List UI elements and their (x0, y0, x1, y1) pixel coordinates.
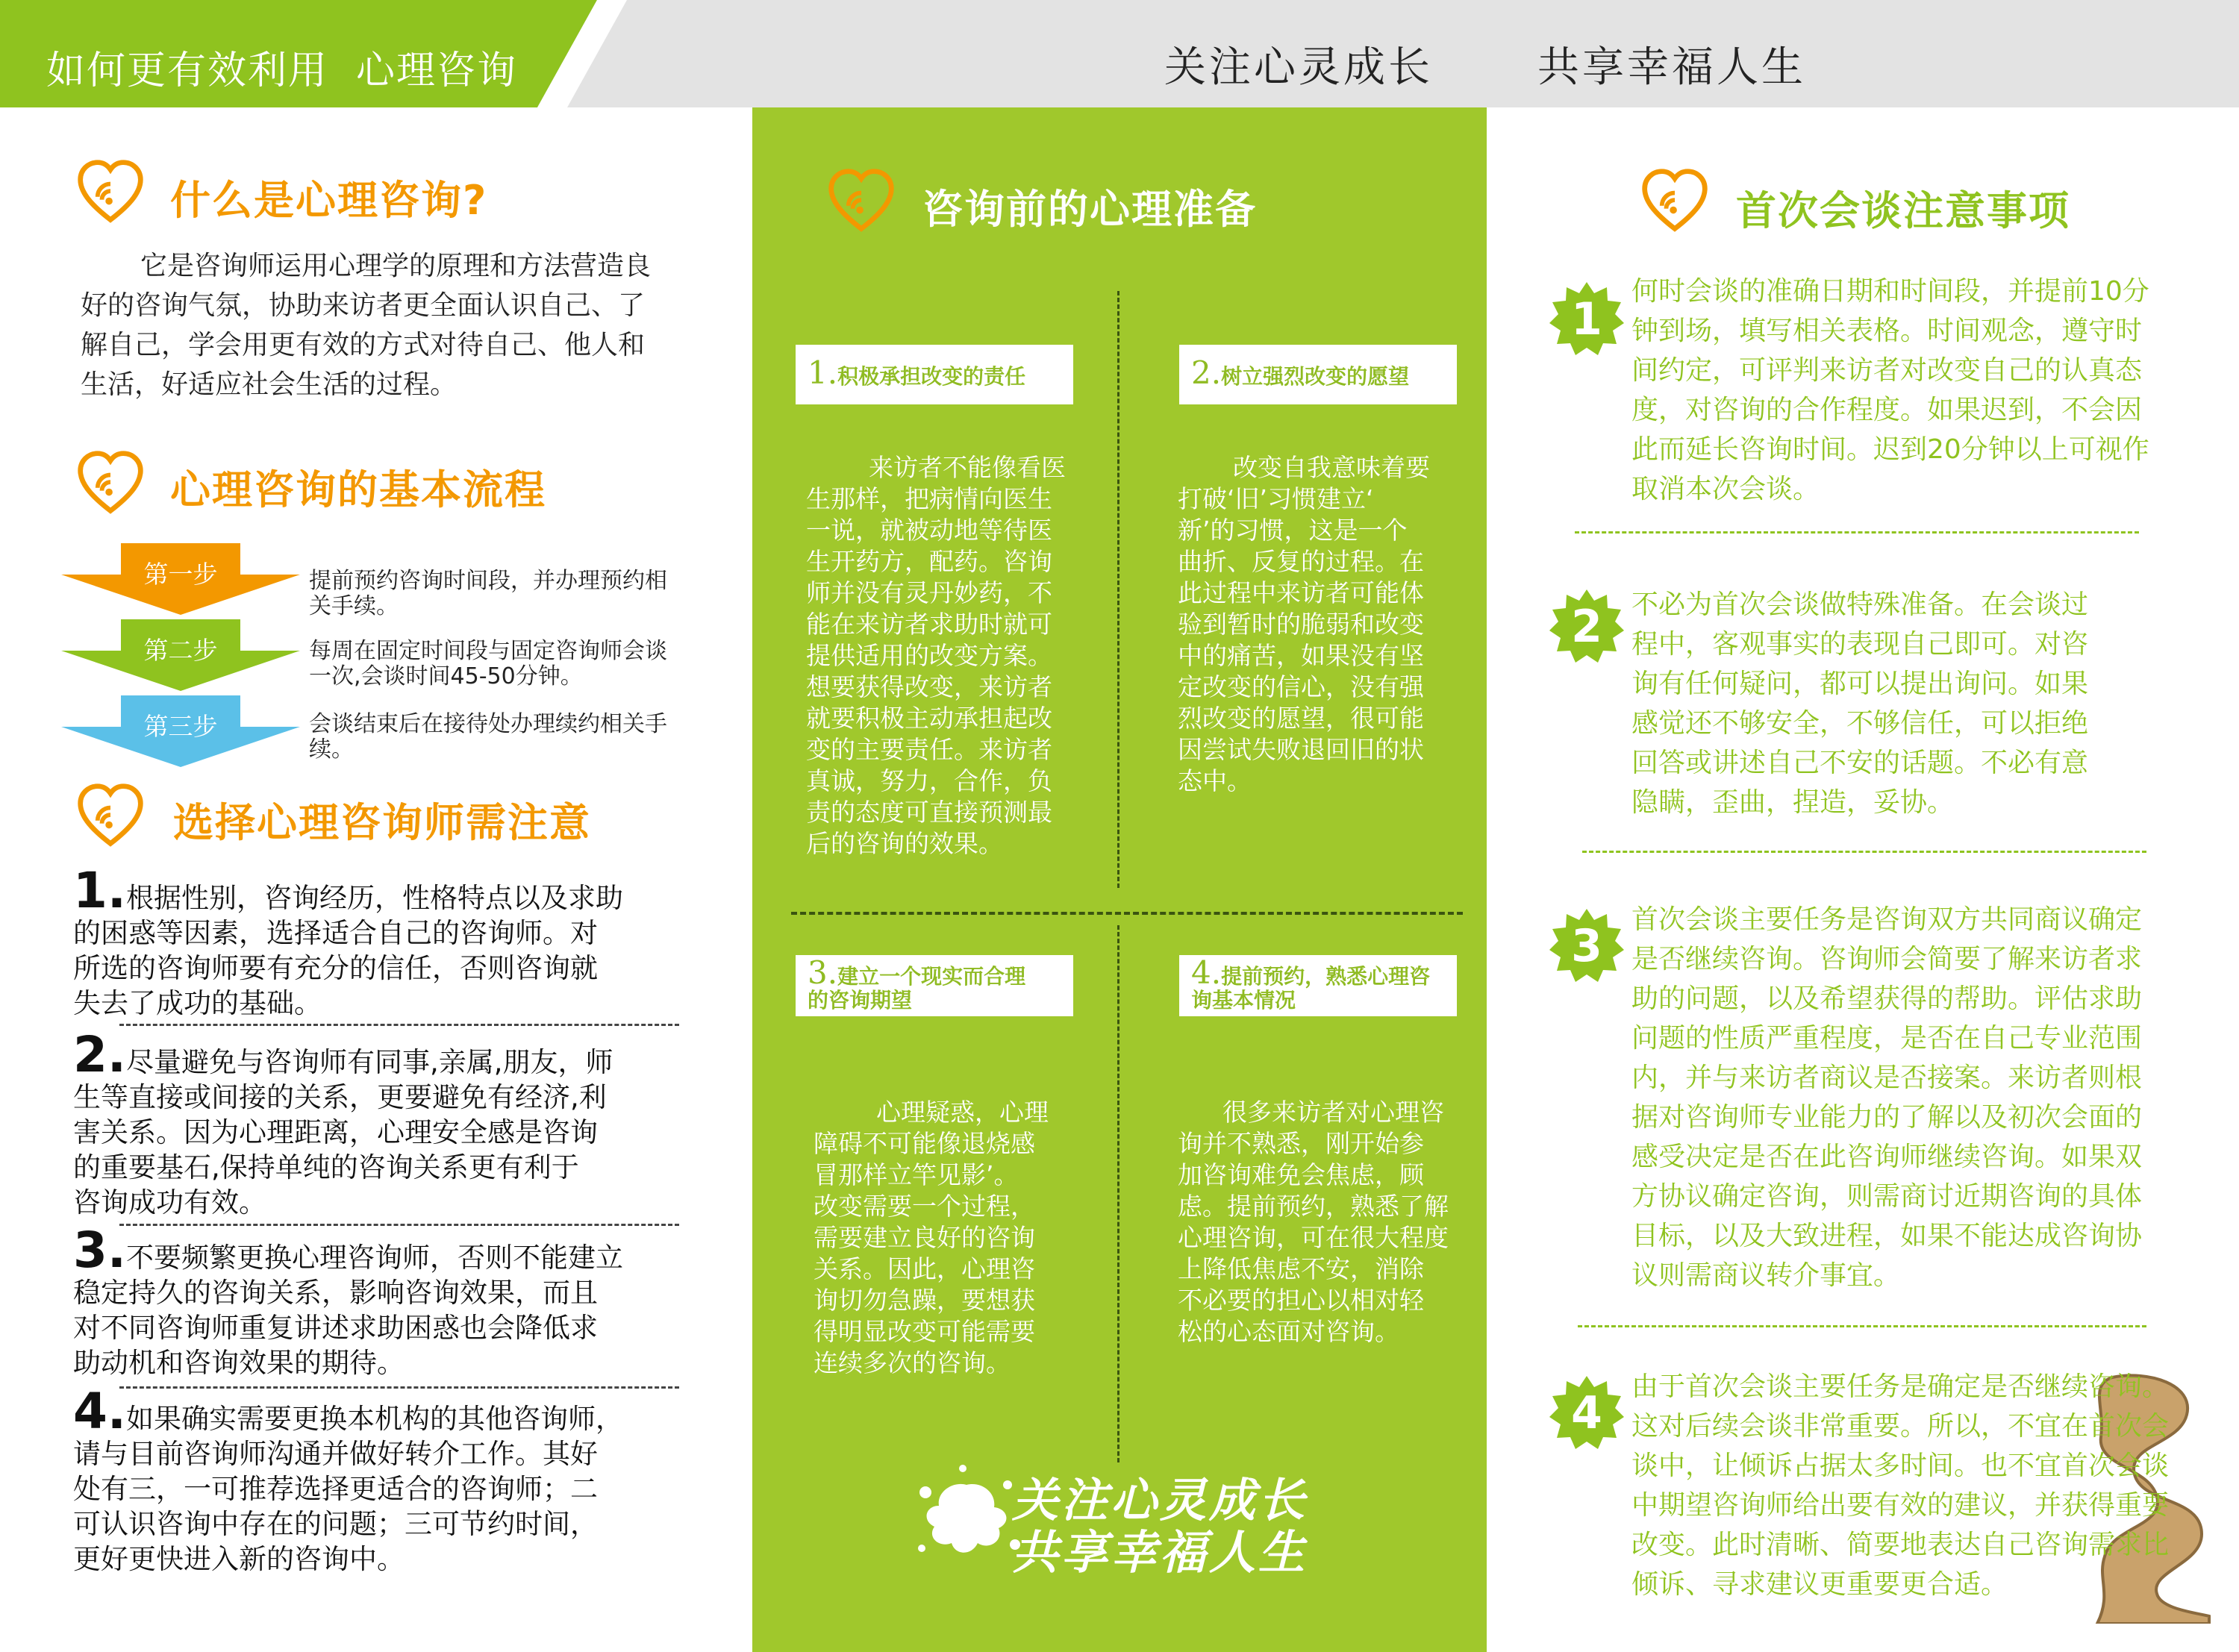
card-1-title (796, 345, 1073, 404)
divider-vertical (1117, 291, 1120, 888)
text-line: 度，对咨询的合作程度。如果迟到，不会因 (1631, 395, 2143, 425)
text-line: 问题的性质严重程度，是否在自己专业范围 (1631, 1023, 2143, 1054)
middle-column (752, 107, 1487, 1652)
step2-label: 第二步 (143, 636, 218, 665)
text-line: 改变。此时清晰、简要地表达自己咨询需求比 (1631, 1530, 2170, 1560)
text-line: 需要建立良好的咨询 (814, 1223, 1035, 1252)
text-line: 验到暂时的脆弱和改变 (1178, 610, 1424, 639)
text-line: 稳定持久的咨询关系，影响咨询效果，而且 (73, 1277, 598, 1309)
text-line: 不必要的担心以相对轻 (1178, 1286, 1424, 1315)
what-paragraph (81, 246, 693, 404)
step2-desc (309, 639, 727, 689)
text-line: 感受决定是否在此咨询师继续咨询。如果双 (1631, 1142, 2143, 1172)
badge-number: 4 (1571, 1387, 1602, 1439)
text-line: 提供适用的改变方案。 (806, 641, 1052, 670)
text-line: 续。 (309, 736, 354, 763)
header-slogan-left: 关注心灵成长 (1164, 43, 1433, 92)
heart-wifi-icon (75, 157, 146, 228)
tip-number: 3. (73, 1221, 126, 1279)
heart-wifi-icon (75, 780, 146, 852)
text-line: 的重要基石,保持单纯的咨询关系更有利于 (73, 1151, 579, 1183)
text-line: 生活，好适应社会生活的过程。 (81, 369, 458, 400)
right-item-1 (1631, 272, 2229, 509)
text-line: 变的主要责任。来访者 (806, 735, 1052, 764)
text-line: 目标，以及大致进程，如果不能达成咨询协 (1631, 1221, 2143, 1251)
divider (1582, 851, 2146, 853)
card-4-text (1178, 1097, 1469, 1348)
text-line: 更好更快进入新的咨询中。 (73, 1543, 405, 1575)
section-title-choose: 选择心理咨询师需注意 (173, 799, 591, 846)
section-title-what: 什么是心理咨询? (170, 177, 488, 224)
right-item-4 (1631, 1367, 2236, 1604)
text-line: 的困惑等因素，选择适合自己的咨询师。对 (73, 917, 598, 949)
heart-wifi-icon (1639, 166, 1711, 237)
step3-label: 第三步 (143, 712, 218, 741)
text-line: 根据性别，咨询经历，性格特点以及求助 (126, 882, 623, 914)
tip-number: 2. (73, 1026, 126, 1083)
text-line: 一说，就被动地等待医 (806, 516, 1052, 545)
right-item-2 (1631, 585, 2229, 822)
card-3-text (814, 1097, 1082, 1379)
text-line: 提前预约，熟悉心理咨 (1221, 964, 1431, 989)
text-line: 询基本情况 (1191, 988, 1296, 1013)
tip-3 (73, 1221, 715, 1380)
text-line: 程中，客观事实的表现自己即可。对咨 (1631, 629, 2089, 660)
text-line: 请与目前咨询师沟通并做好转介工作。其好 (73, 1438, 598, 1470)
card-2-text (1178, 452, 1461, 797)
text-line: 不要频繁更换心理咨询师，否则不能建立 (126, 1242, 623, 1274)
text-line: 助动机和咨询效果的期待。 (73, 1347, 405, 1379)
text-line: 可认识咨询中存在的问题；三可节约时间， (73, 1508, 598, 1540)
text-line: 议则需商议转介事宜。 (1631, 1260, 1901, 1291)
text-line: 因尝试失败退回旧的状 (1178, 735, 1424, 764)
text-line: 加咨询难免会焦虑，顾 (1178, 1160, 1424, 1189)
text-line: 它是咨询师运用心理学的原理和方法营造良 (140, 251, 652, 281)
text-line: 此而延长咨询时间。迟到20分钟以上可视作 (1631, 434, 2149, 465)
text-line: 回答或讲述自己不安的话题。不必有意 (1631, 748, 2089, 778)
text-line: 对不同咨询师重复讲述求助困惑也会降低求 (73, 1312, 598, 1344)
text-line: 解自己，学会用更有效的方式对待自己、他人和 (81, 330, 646, 360)
tip-1 (73, 862, 715, 1021)
text-line: 每周在固定时间段与固定咨询师会谈 (309, 638, 667, 664)
text-line: 虑。提前预约，熟悉了解 (1178, 1192, 1449, 1221)
text-line: 曲折、反复的过程。在 (1178, 547, 1424, 576)
text-line: 隐瞒，歪曲，捏造，妥协。 (1631, 787, 1955, 818)
tip-number: 4. (73, 1383, 126, 1440)
header-slogan-right: 共享幸福人生 (1537, 43, 1806, 92)
text-line: 想要获得改变，来访者 (806, 672, 1052, 701)
right-title: 首次会谈注意事项 (1736, 187, 2070, 234)
tip-2 (73, 1026, 715, 1220)
text-line: 这对后续会谈非常重要。所以，不宜在首次会 (1631, 1411, 2170, 1442)
text-line: 谈中，让倾诉占据太多时间。也不宜首次会谈 (1631, 1451, 2170, 1481)
divider-horizontal (791, 912, 1463, 915)
divider (1578, 1325, 2146, 1327)
text-line: 感觉还不够安全，不够信任，可以拒绝 (1631, 708, 2089, 739)
text-line: 障碍不可能像退烧感 (814, 1129, 1035, 1158)
page-title: 如何更有效利用 心理咨询 (46, 49, 518, 93)
text-line: 不必为首次会谈做特殊准备。在会谈过 (1631, 589, 2089, 620)
divider (119, 1386, 679, 1389)
step1-label: 第一步 (143, 560, 218, 589)
text-line: 处有三，一可推荐选择更适合的咨询师；二 (73, 1473, 598, 1505)
text-line: 关手续。 (309, 593, 399, 619)
text-line: 失去了成功的基础。 (73, 987, 322, 1019)
text-line: 尽量避免与咨询师有同事,亲属,朋友，师 (126, 1046, 613, 1078)
step3-desc (309, 712, 727, 763)
section-title-flow: 心理咨询的基本流程 (170, 466, 546, 513)
paint-splash-icon (911, 1462, 1022, 1567)
step1-desc (309, 569, 712, 619)
heart-wifi-icon (75, 448, 146, 519)
right-item-3 (1631, 900, 2229, 1295)
card-1-text (806, 452, 1090, 860)
text-line: 询切勿急躁，要想获 (814, 1286, 1035, 1315)
text-line: 共享幸福人生 (1012, 1525, 1308, 1580)
text-line: 能在来访者求助时就可 (806, 610, 1052, 639)
tip-number: 1. (73, 862, 126, 919)
text-line: 定改变的信心，没有强 (1178, 672, 1424, 701)
text-line: 中的痛苦，如果没有坚 (1178, 641, 1424, 670)
divider (119, 1024, 679, 1026)
text-line: 积极承担改变的责任 (837, 364, 1026, 389)
middle-title: 咨询前的心理准备 (922, 186, 1257, 233)
text-line: 取消本次会谈。 (1631, 474, 1820, 504)
text-line: 此过程中来访者可能体 (1178, 578, 1424, 607)
divider-vertical (1117, 925, 1120, 1462)
text-line: 树立强烈改变的愿望 (1221, 364, 1410, 389)
text-line: 提前预约咨询时间段，并办理预约相 (309, 568, 667, 594)
text-line: 后的咨询的效果。 (806, 829, 1003, 858)
text-line: 生那样，把病情向医生 (806, 484, 1052, 513)
text-line: 很多来访者对心理咨 (1222, 1098, 1444, 1127)
text-line: 所选的咨询师要有充分的信任，否则咨询就 (73, 952, 598, 984)
text-line: 态中。 (1178, 766, 1252, 795)
text-line: 得明显改变可能需要 (814, 1317, 1035, 1346)
text-line: 方协议确定咨询，则需商讨近期咨询的具体 (1631, 1181, 2143, 1212)
text-line: 好的咨询气氛，协助来访者更全面认识自己、了 (81, 290, 646, 321)
text-line: 害关系。因为心理距离，心理安全感是咨询 (73, 1116, 598, 1148)
text-line: 改变自我意味着要 (1233, 453, 1430, 482)
text-line: 新’的习惯，这是一个 (1178, 516, 1408, 545)
text-line: 是否继续咨询。咨询师会简要了解来访者求 (1631, 944, 2143, 974)
text-line: 咨询成功有效。 (73, 1186, 266, 1218)
text-line: 会谈结束后在接待处办理续约相关手 (309, 711, 667, 737)
text-line: 由于首次会谈主要任务是确定是否继续咨询。 (1631, 1371, 2170, 1402)
card-2-title (1179, 345, 1457, 404)
text-line: 冒那样立竿见影’。 (814, 1160, 1019, 1189)
text-line: 据对咨询师专业能力的了解以及初次会面的 (1631, 1102, 2143, 1133)
text-line: 倾诉、寻求建议更重要更合适。 (1631, 1569, 2008, 1600)
text-line: 间约定，可评判来访者对改变自己的认真态 (1631, 355, 2143, 386)
card-number: 3. (808, 954, 838, 991)
divider (119, 1224, 679, 1226)
text-line: 心理咨询，可在很大程度 (1178, 1223, 1449, 1252)
text-line: 询并不熟悉，刚开始参 (1178, 1129, 1424, 1158)
text-line: 内，并与来访者商议是否接案。来访者则根 (1631, 1063, 2143, 1093)
heart-wifi-icon (825, 166, 897, 237)
text-line: 如果确实需要更换本机构的其他咨询师， (126, 1403, 623, 1435)
text-line: 何时会谈的准确日期和时间段，并提前10分 (1631, 276, 2149, 307)
text-line: 首次会谈主要任务是咨询双方共同商议确定 (1631, 904, 2143, 935)
bottom-slogan (1012, 1474, 1308, 1579)
text-line: 生开药方，配药。咨询 (806, 547, 1052, 576)
text-line: 连续多次的咨询。 (814, 1348, 1011, 1377)
text-line: 责的态度可直接预测最 (806, 798, 1052, 827)
text-line: 上降低焦虑不安，消除 (1178, 1254, 1424, 1283)
text-line: 询有任何疑问，都可以提出询问。如果 (1631, 669, 2089, 699)
text-line: 改变需要一个过程， (814, 1192, 1035, 1221)
divider (1575, 531, 2139, 534)
badge-number: 1 (1571, 293, 1602, 345)
badge-number: 3 (1571, 920, 1602, 972)
tip-4 (73, 1383, 715, 1577)
text-line: 生等直接或间接的关系，更要避免有经济,利 (73, 1081, 607, 1113)
badge-number: 2 (1571, 601, 1602, 653)
text-line: 真诚，努力，合作，负 (806, 766, 1052, 795)
text-line: 一次,会谈时间45-50分钟。 (309, 663, 583, 689)
text-line: 师并没有灵丹妙药，不 (806, 578, 1052, 607)
text-line: 来访者不能像看医 (869, 453, 1066, 482)
card-number: 1. (808, 354, 838, 391)
text-line: 心理疑惑，心理 (876, 1098, 1049, 1127)
text-line: 中期望咨询师给出要有效的建议，并获得重要 (1631, 1490, 2170, 1521)
text-line: 钟到场，填写相关表格。时间观念，遵守时 (1631, 316, 2143, 346)
text-line: 的咨询期望 (808, 988, 913, 1013)
card-4-title (1179, 955, 1457, 1016)
text-line: 关注心灵成长 (1012, 1473, 1308, 1527)
text-line: 烈改变的愿望，很可能 (1178, 704, 1424, 733)
card-3-title (796, 955, 1073, 1016)
text-line: 打破‘旧’习惯建立‘ (1178, 484, 1374, 513)
text-line: 就要积极主动承担起改 (806, 704, 1052, 733)
card-number: 4. (1191, 954, 1222, 991)
text-line: 建立一个现实而合理 (837, 964, 1026, 989)
text-line: 松的心态面对咨询。 (1178, 1317, 1399, 1346)
card-number: 2. (1191, 354, 1222, 391)
text-line: 关系。因此，心理咨 (814, 1254, 1035, 1283)
text-line: 助的问题，以及希望获得的帮助。评估求助 (1631, 983, 2143, 1014)
